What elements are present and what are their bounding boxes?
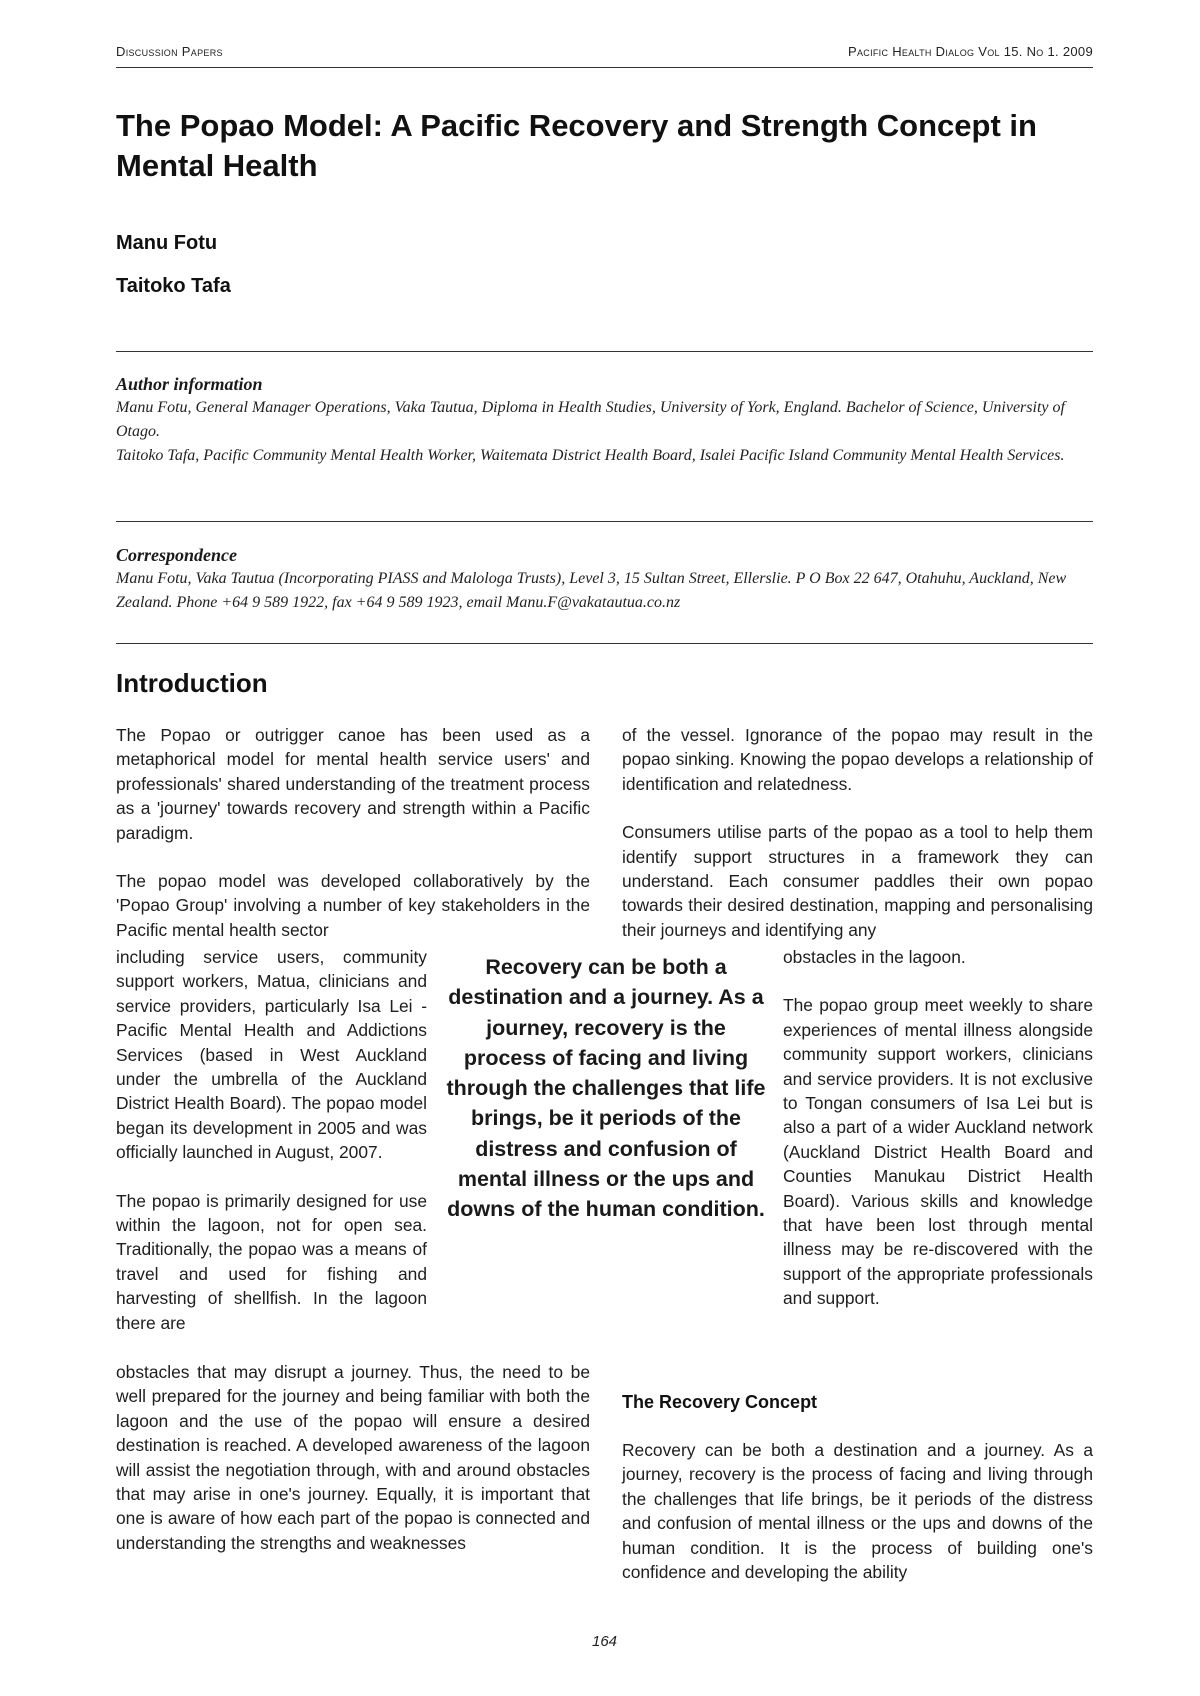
- article-title: The Popao Model: A Pacific Recovery and Strength Concept in Mental Health: [116, 108, 1037, 183]
- author-name: Taitoko Tafa: [116, 275, 231, 297]
- correspondence-heading: Correspondence: [116, 545, 237, 565]
- body-paragraph: Recovery can be both a destination and a journey. As a journey, recovery is the process of facing and living through the challenges that life brings, be it periods of the distress and confusion of mental illness or the ups and downs of the human condition. It is the process of building one's confidence and developing the ability: [622, 1440, 1093, 1583]
- right-column-top: [622, 723, 1093, 966]
- body-paragraph: The Popao or outrigger canoe has been used as a metaphorical model for mental health service users' and professionals' shared understanding of the treatment process as a 'journey' towards recovery and strength within a Pacific paradigm.: [116, 725, 590, 843]
- author-name: Manu Fotu: [116, 232, 218, 254]
- author-information-line: Taitoko Tafa, Pacific Community Mental Health Worker, Waitemata District Health Board, Isalei Pacific Island Community Mental Health Services.: [116, 447, 1065, 464]
- left-column-top: [116, 723, 590, 966]
- section-heading-introduction: Introduction: [116, 668, 268, 698]
- correspondence-text: Manu Fotu, Vaka Tautua (Incorporating PIASS and Malologa Trusts), Level 3, 15 Sultan Street, Ellerslie. P O Box 22 647, Otahuhu, Auckland, New Zealand. Phone +64 9 589 1922, fax +64 9 589 1923, email Manu.F@vakatautua.co.nz: [116, 570, 1067, 611]
- left-column-bottom: [116, 1360, 590, 1579]
- header-rule: [116, 67, 1093, 68]
- author-information-block: [116, 372, 1093, 468]
- right-column-wrap-around-quote: [783, 945, 1093, 1335]
- running-header: [116, 44, 1093, 66]
- author-information-heading: Author information: [116, 374, 263, 394]
- body-paragraph: including service users, community support workers, Matua, clinicians and service providers, particularly Isa Lei - Pacific Mental Health and Addictions Services (based in West Auckland under the umbrella of the Auckland District Health Board). The popao model began its development in 2005 and was officially launched in August, 2007.: [116, 947, 427, 1163]
- body-paragraph: of the vessel. Ignorance of the popao may result in the popao sinking. Knowing the popao develops a relationship of identification and relatedness.: [622, 725, 1093, 794]
- divider-rule: [116, 351, 1093, 352]
- right-column-bottom: [622, 1390, 1093, 1608]
- article-page: [116, 0, 1093, 1696]
- page-number: 164: [591, 1633, 618, 1650]
- divider-rule: [116, 643, 1093, 644]
- body-paragraph: obstacles that may disrupt a journey. Thus, the need to be well prepared for the journey and being familiar with both the lagoon and the use of the popao will ensure a desired destination is reached. A developed awareness of the lagoon will assist the negotiation through, with and around obstacles that may arise in one's journey. Equally, it is important that one is aware of how each part of the popao is connected and understanding the strengths and weaknesses: [116, 1362, 590, 1553]
- header-journal-citation: Pacific Health Dialog Vol 15. No 1. 2009: [848, 44, 1093, 59]
- body-paragraph: obstacles in the lagoon.: [783, 947, 966, 967]
- correspondence-block: [116, 543, 1093, 615]
- author-information-line: Manu Fotu, General Manager Operations, Vaka Tautua, Diploma in Health Studies, University of York, England. Bachelor of Science, University of Otago.: [116, 399, 1065, 440]
- header-section-name: Discussion Papers: [116, 44, 223, 59]
- subheading-recovery-concept: The Recovery Concept: [622, 1392, 818, 1412]
- pull-quote: Recovery can be both a destination and a journey. As a journey, recovery is the process of facing and living through the challenges that life brings, be it periods of the distress and confusion of mental illness or the ups and downs of the human condition.: [446, 955, 766, 1222]
- body-paragraph: The popao group meet weekly to share experiences of mental illness alongside community support workers, clinicians and service providers. It is not exclusive to Tongan consumers of Isa Lei but is also a part of a wider Auckland network (Auckland District Health Board and Counties Manukau District Health Board). Various skills and knowledge that have been lost through mental illness may be re-discovered with the support of the appropriate professionals and support.: [783, 995, 1093, 1309]
- body-paragraph: Consumers utilise parts of the popao as a tool to help them identify support structures in a framework they can understand. Each consumer paddles their own popao towards their desired destination, mapping and personalising their journeys and identifying any: [622, 822, 1093, 940]
- body-paragraph: The popao is primarily designed for use within the lagoon, not for open sea. Traditionally, the popao was a means of travel and used for fishing and harvesting of shellfish. In the lagoon there are: [116, 1190, 427, 1333]
- divider-rule: [116, 521, 1093, 522]
- left-column-wrap-around-quote: [116, 945, 427, 1359]
- body-paragraph: The popao model was developed collaboratively by the 'Popao Group' involving a number of key stakeholders in the Pacific mental health sector: [116, 871, 590, 940]
